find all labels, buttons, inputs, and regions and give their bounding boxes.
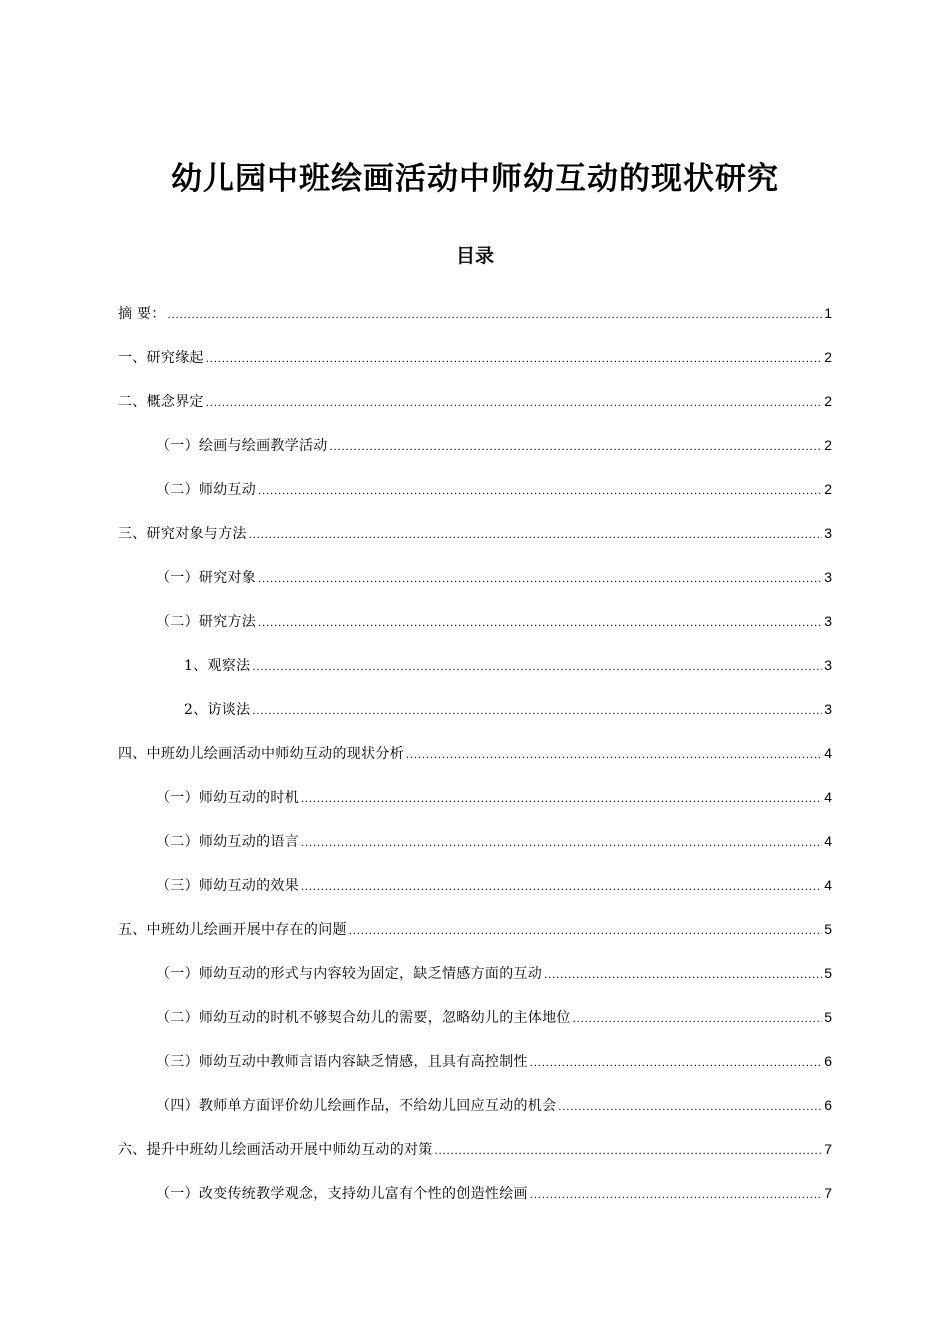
toc-entry-label: （一）师幼互动的时机 <box>156 790 299 806</box>
toc-dot-leader <box>258 562 822 594</box>
toc-dot-leader <box>544 958 822 990</box>
toc-entry-label: （三）师幼互动的效果 <box>156 878 299 894</box>
toc-entry-page: 3 <box>824 701 832 717</box>
toc-entry[interactable] <box>118 605 832 649</box>
toc-entry-label: （一）绘画与绘画教学活动 <box>156 438 328 454</box>
table-of-contents <box>118 297 832 1221</box>
toc-entry[interactable] <box>118 1133 832 1177</box>
toc-entry-label: 2、访谈法 <box>184 702 251 718</box>
toc-entry-page: 4 <box>824 877 832 893</box>
toc-entry[interactable] <box>118 957 832 1001</box>
toc-entry-page: 5 <box>824 965 832 981</box>
toc-entry-label: （二）研究方法 <box>156 614 257 630</box>
toc-entry-label: （一）师幼互动的形式与内容较为固定，缺乏情感方面的互动 <box>156 966 543 982</box>
toc-entry-page: 3 <box>824 525 832 541</box>
toc-entry[interactable] <box>118 825 832 869</box>
toc-entry-label: 六、提升中班幼儿绘画活动开展中师幼互动的对策 <box>118 1142 433 1158</box>
toc-entry-page: 4 <box>824 833 832 849</box>
toc-entry-page: 4 <box>824 789 832 805</box>
toc-entry[interactable] <box>118 341 832 385</box>
toc-entry[interactable] <box>118 649 832 693</box>
toc-dot-leader <box>349 914 822 946</box>
toc-dot-leader <box>530 1178 822 1210</box>
toc-entry[interactable] <box>118 561 832 605</box>
toc-dot-leader <box>206 386 822 418</box>
toc-entry-label: 一、研究缘起 <box>118 350 204 366</box>
toc-dot-leader <box>249 518 822 550</box>
toc-entry-page: 1 <box>824 305 832 321</box>
toc-dot-leader <box>252 650 822 682</box>
toc-dot-leader <box>168 298 822 330</box>
toc-entry[interactable] <box>118 1177 832 1221</box>
toc-dot-leader <box>530 1046 822 1078</box>
toc-dot-leader <box>435 1134 822 1166</box>
toc-entry[interactable] <box>118 1089 832 1133</box>
toc-entry-label: （三）师幼互动中教师言语内容缺乏情感，且具有高控制性 <box>156 1054 528 1070</box>
toc-dot-leader <box>558 1090 822 1122</box>
document-title: 幼儿园中班绘画活动中师幼互动的现状研究 <box>171 161 779 197</box>
toc-entry-page: 5 <box>824 1009 832 1025</box>
toc-entry-page: 6 <box>824 1097 832 1113</box>
toc-entry-page: 6 <box>824 1053 832 1069</box>
toc-entry-page: 3 <box>824 569 832 585</box>
toc-entry[interactable] <box>118 869 832 913</box>
toc-entry-page: 5 <box>824 921 832 937</box>
toc-entry[interactable] <box>118 781 832 825</box>
toc-entry[interactable] <box>118 1045 832 1089</box>
toc-entry-page: 2 <box>824 437 832 453</box>
toc-entry-label: 摘 要： <box>118 306 166 322</box>
toc-entry-label: 三、研究对象与方法 <box>118 526 247 542</box>
toc-entry-label: （一）改变传统教学观念，支持幼儿富有个性的创造性绘画 <box>156 1186 528 1202</box>
toc-entry[interactable] <box>118 385 832 429</box>
toc-entry-label: 四、中班幼儿绘画活动中师幼互动的现状分析 <box>118 746 404 762</box>
toc-heading: 目录 <box>455 245 494 267</box>
toc-entry-label: 五、中班幼儿绘画开展中存在的问题 <box>118 922 347 938</box>
toc-entry-page: 4 <box>824 745 832 761</box>
toc-dot-leader <box>252 694 822 726</box>
toc-entry[interactable] <box>118 1001 832 1045</box>
toc-entry-label: （二）师幼互动的时机不够契合幼儿的需要，忽略幼儿的主体地位 <box>156 1010 571 1026</box>
toc-dot-leader <box>206 342 822 374</box>
toc-entry[interactable] <box>118 473 832 517</box>
toc-dot-leader <box>573 1002 822 1034</box>
toc-dot-leader <box>258 606 822 638</box>
toc-entry[interactable] <box>118 429 832 473</box>
toc-entry-label: （一）研究对象 <box>156 570 257 586</box>
toc-dot-leader <box>301 782 822 814</box>
toc-entry-page: 2 <box>824 349 832 365</box>
toc-dot-leader <box>301 870 822 902</box>
toc-entry-label: 1、观察法 <box>184 658 251 674</box>
toc-entry-page: 7 <box>824 1141 832 1157</box>
toc-entry-page: 3 <box>824 613 832 629</box>
toc-entry-label: （四）教师单方面评价幼儿绘画作品，不给幼儿回应互动的机会 <box>156 1098 557 1114</box>
toc-entry[interactable] <box>118 913 832 957</box>
toc-entry-label: （二）师幼互动 <box>156 482 257 498</box>
toc-dot-leader <box>258 474 822 506</box>
toc-dot-leader <box>406 738 822 770</box>
toc-dot-leader <box>301 826 822 858</box>
toc-entry-page: 2 <box>824 393 832 409</box>
toc-entry-page: 7 <box>824 1185 832 1201</box>
toc-entry-label: 二、概念界定 <box>118 394 204 410</box>
toc-entry-page: 3 <box>824 657 832 673</box>
toc-entry[interactable] <box>118 737 832 781</box>
toc-entry[interactable] <box>118 693 832 737</box>
toc-entry[interactable] <box>118 517 832 561</box>
toc-entry-label: （二）师幼互动的语言 <box>156 834 299 850</box>
toc-entry-page: 2 <box>824 481 832 497</box>
toc-dot-leader <box>330 430 822 462</box>
toc-entry[interactable] <box>118 297 832 341</box>
